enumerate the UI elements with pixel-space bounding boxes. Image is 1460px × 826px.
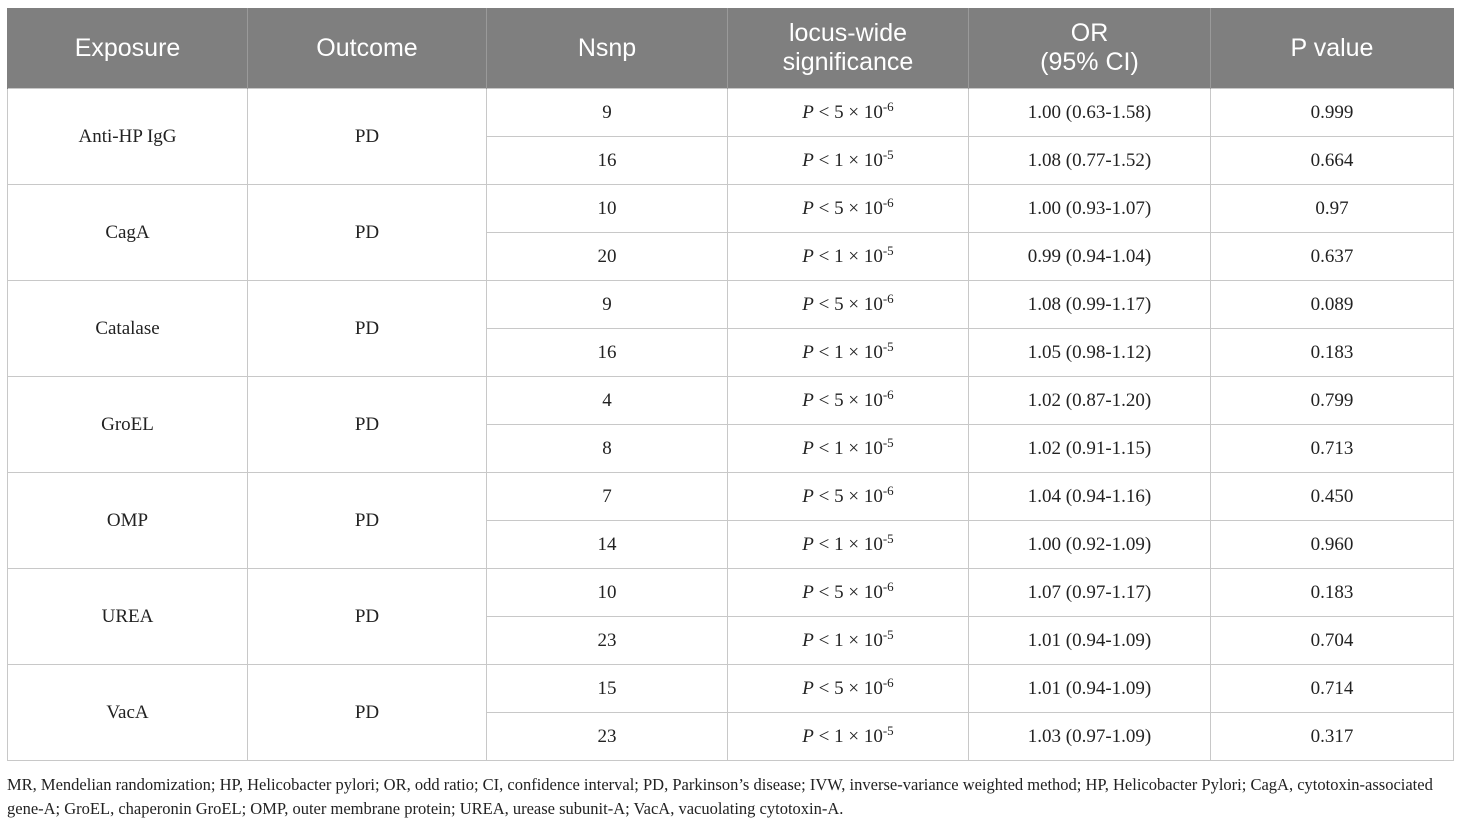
table-row [8,377,1454,425]
significance-exponent: -6 [882,98,894,114]
outcome-cell: PD [248,281,487,377]
p-value-cell: 0.317 [1211,713,1454,761]
header-row [8,8,1454,89]
table-row [8,89,1454,137]
exposure-cell: UREA [8,569,248,665]
results-table [7,8,1454,761]
table-row [8,185,1454,233]
significance-cell [728,521,969,569]
nsnp-cell: 8 [487,425,728,473]
nsnp-cell: 9 [487,281,728,329]
significance-threshold: < 1 × 10 [813,437,883,459]
significance-cell [728,617,969,665]
significance-threshold: < 5 × 10 [813,677,883,699]
significance-exponent: -6 [882,482,894,498]
outcome-cell: PD [248,185,487,281]
significance-p-symbol: P [802,677,814,699]
p-value-cell: 0.713 [1211,425,1454,473]
exposure-cell: VacA [8,665,248,761]
significance-threshold: < 5 × 10 [813,101,883,123]
significance-exponent: -5 [882,242,894,258]
p-value-cell: 0.999 [1211,89,1454,137]
column-header-nsnp: Nsnp [487,8,728,89]
nsnp-cell: 9 [487,89,728,137]
nsnp-cell: 10 [487,185,728,233]
significance-p-symbol: P [802,437,814,459]
column-header-exposure: Exposure [8,8,248,89]
significance-p-symbol: P [802,629,814,651]
significance-p-symbol: P [802,149,814,171]
nsnp-cell: 20 [487,233,728,281]
significance-p-symbol: P [802,581,814,603]
significance-exponent: -6 [882,290,894,306]
nsnp-cell: 23 [487,713,728,761]
significance-cell [728,233,969,281]
significance-threshold: < 1 × 10 [813,149,883,171]
nsnp-cell: 16 [487,329,728,377]
table-row [8,665,1454,713]
column-header-odds-ratio: OR (95% CI) [969,8,1211,89]
significance-p-symbol: P [802,341,814,363]
significance-threshold: < 5 × 10 [813,581,883,603]
significance-threshold: < 1 × 10 [813,533,883,555]
significance-exponent: -6 [882,386,894,402]
p-value-cell: 0.960 [1211,521,1454,569]
odds-ratio-cell: 1.02 (0.87-1.20) [969,377,1211,425]
odds-ratio-cell: 1.01 (0.94-1.09) [969,617,1211,665]
significance-threshold: < 5 × 10 [813,293,883,315]
nsnp-cell: 23 [487,617,728,665]
significance-p-symbol: P [802,245,814,267]
table-header [8,8,1454,89]
p-value-cell: 0.664 [1211,137,1454,185]
nsnp-cell: 4 [487,377,728,425]
significance-p-symbol: P [802,101,814,123]
significance-p-symbol: P [802,533,814,555]
nsnp-cell: 14 [487,521,728,569]
significance-exponent: -5 [882,338,894,354]
exposure-cell: GroEL [8,377,248,473]
column-header-significance: locus-wide significance [728,8,969,89]
odds-ratio-cell: 1.05 (0.98-1.12) [969,329,1211,377]
significance-exponent: -6 [882,578,894,594]
significance-cell [728,473,969,521]
significance-cell [728,137,969,185]
significance-exponent: -5 [882,434,894,450]
odds-ratio-cell: 1.00 (0.92-1.09) [969,521,1211,569]
p-value-cell: 0.637 [1211,233,1454,281]
p-value-cell: 0.183 [1211,329,1454,377]
significance-exponent: -6 [882,194,894,210]
significance-cell [728,377,969,425]
significance-p-symbol: P [802,293,814,315]
significance-cell [728,713,969,761]
significance-cell [728,329,969,377]
significance-cell [728,425,969,473]
significance-threshold: < 5 × 10 [813,389,883,411]
significance-threshold: < 1 × 10 [813,725,883,747]
p-value-cell: 0.183 [1211,569,1454,617]
exposure-cell: Anti-HP IgG [8,89,248,185]
odds-ratio-cell: 1.01 (0.94-1.09) [969,665,1211,713]
significance-exponent: -5 [882,530,894,546]
p-value-cell: 0.714 [1211,665,1454,713]
significance-threshold: < 5 × 10 [813,197,883,219]
nsnp-cell: 16 [487,137,728,185]
p-value-cell: 0.089 [1211,281,1454,329]
p-value-cell: 0.704 [1211,617,1454,665]
outcome-cell: PD [248,569,487,665]
significance-p-symbol: P [802,725,814,747]
results-table-container [7,8,1453,761]
table-body [8,89,1454,761]
column-header-outcome: Outcome [248,8,487,89]
significance-cell [728,89,969,137]
significance-exponent: -6 [882,674,894,690]
significance-threshold: < 1 × 10 [813,245,883,267]
odds-ratio-cell: 1.02 (0.91-1.15) [969,425,1211,473]
significance-cell [728,185,969,233]
p-value-cell: 0.97 [1211,185,1454,233]
significance-p-symbol: P [802,485,814,507]
outcome-cell: PD [248,89,487,185]
nsnp-cell: 15 [487,665,728,713]
exposure-cell: OMP [8,473,248,569]
outcome-cell: PD [248,377,487,473]
significance-cell [728,569,969,617]
nsnp-cell: 7 [487,473,728,521]
odds-ratio-cell: 1.00 (0.93-1.07) [969,185,1211,233]
odds-ratio-cell: 1.04 (0.94-1.16) [969,473,1211,521]
nsnp-cell: 10 [487,569,728,617]
odds-ratio-cell: 0.99 (0.94-1.04) [969,233,1211,281]
column-header-p-value: P value [1211,8,1454,89]
significance-threshold: < 1 × 10 [813,341,883,363]
table-row [8,281,1454,329]
significance-cell [728,281,969,329]
significance-exponent: -5 [882,626,894,642]
significance-threshold: < 5 × 10 [813,485,883,507]
p-value-cell: 0.799 [1211,377,1454,425]
outcome-cell: PD [248,473,487,569]
exposure-cell: Catalase [8,281,248,377]
table-row [8,473,1454,521]
significance-exponent: -5 [882,146,894,162]
significance-exponent: -5 [882,722,894,738]
odds-ratio-cell: 1.03 (0.97-1.09) [969,713,1211,761]
odds-ratio-cell: 1.00 (0.63-1.58) [969,89,1211,137]
significance-p-symbol: P [802,197,814,219]
table-footnote: MR, Mendelian randomization; HP, Helicobacter pylori; OR, odd ratio; CI, confidence interval; PD, Parkinson’s disease; IVW, inverse-variance weighted method; HP, Helicobacter Pylori; CagA, cytotoxin-associated gene-A; GroEL, chaperonin GroEL; OMP, outer membrane protein; UREA, urease subunit-A; VacA, vacuolating cytotoxin-A. [7,775,1433,818]
significance-threshold: < 1 × 10 [813,629,883,651]
p-value-cell: 0.450 [1211,473,1454,521]
exposure-cell: CagA [8,185,248,281]
odds-ratio-cell: 1.08 (0.77-1.52) [969,137,1211,185]
significance-cell [728,665,969,713]
table-row [8,569,1454,617]
odds-ratio-cell: 1.07 (0.97-1.17) [969,569,1211,617]
significance-p-symbol: P [802,389,814,411]
outcome-cell: PD [248,665,487,761]
odds-ratio-cell: 1.08 (0.99-1.17) [969,281,1211,329]
